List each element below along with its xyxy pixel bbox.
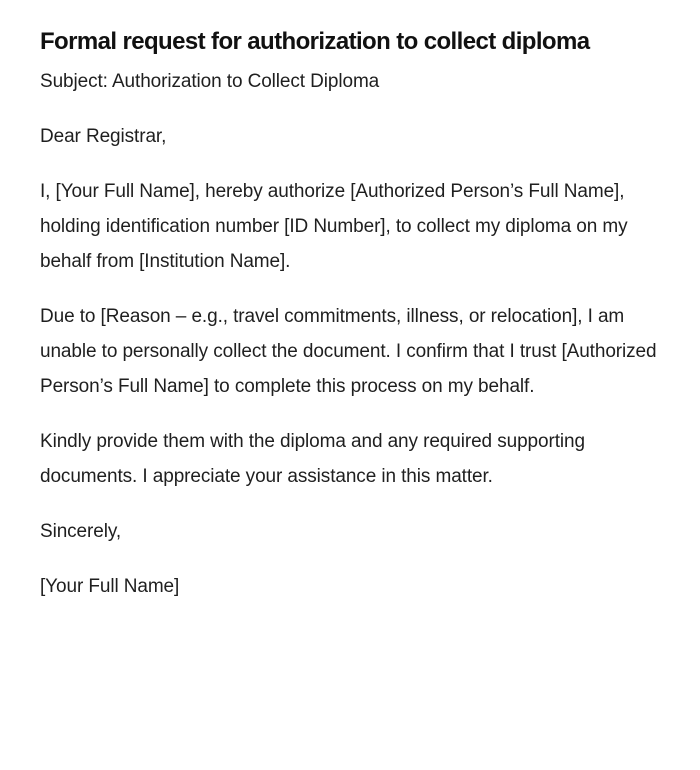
body-paragraph-reason: Due to [Reason – e.g., travel commitments, illness, or relocation], I am unable to personally collect the document. I confirm that I trust [Authorized Person’s Full Name] to complete this process on my behalf. [40, 306, 657, 397]
body-paragraph-request: Kindly provide them with the diploma and any required supporting documents. I appreciate your assistance in this matter. [40, 431, 585, 487]
document-title: Formal request for authorization to collect diploma [40, 28, 590, 55]
signature: [Your Full Name] [40, 576, 180, 597]
subject-line: Subject: Authorization to Collect Diploma [40, 71, 380, 92]
salutation: Dear Registrar, [40, 126, 167, 147]
body-paragraph-authorization: I, [Your Full Name], hereby authorize [Authorized Person’s Full Name], holding identification number [ID Number], to collect my diploma on my behalf from [Institution Name]. [40, 181, 628, 272]
closing: Sincerely, [40, 521, 122, 542]
